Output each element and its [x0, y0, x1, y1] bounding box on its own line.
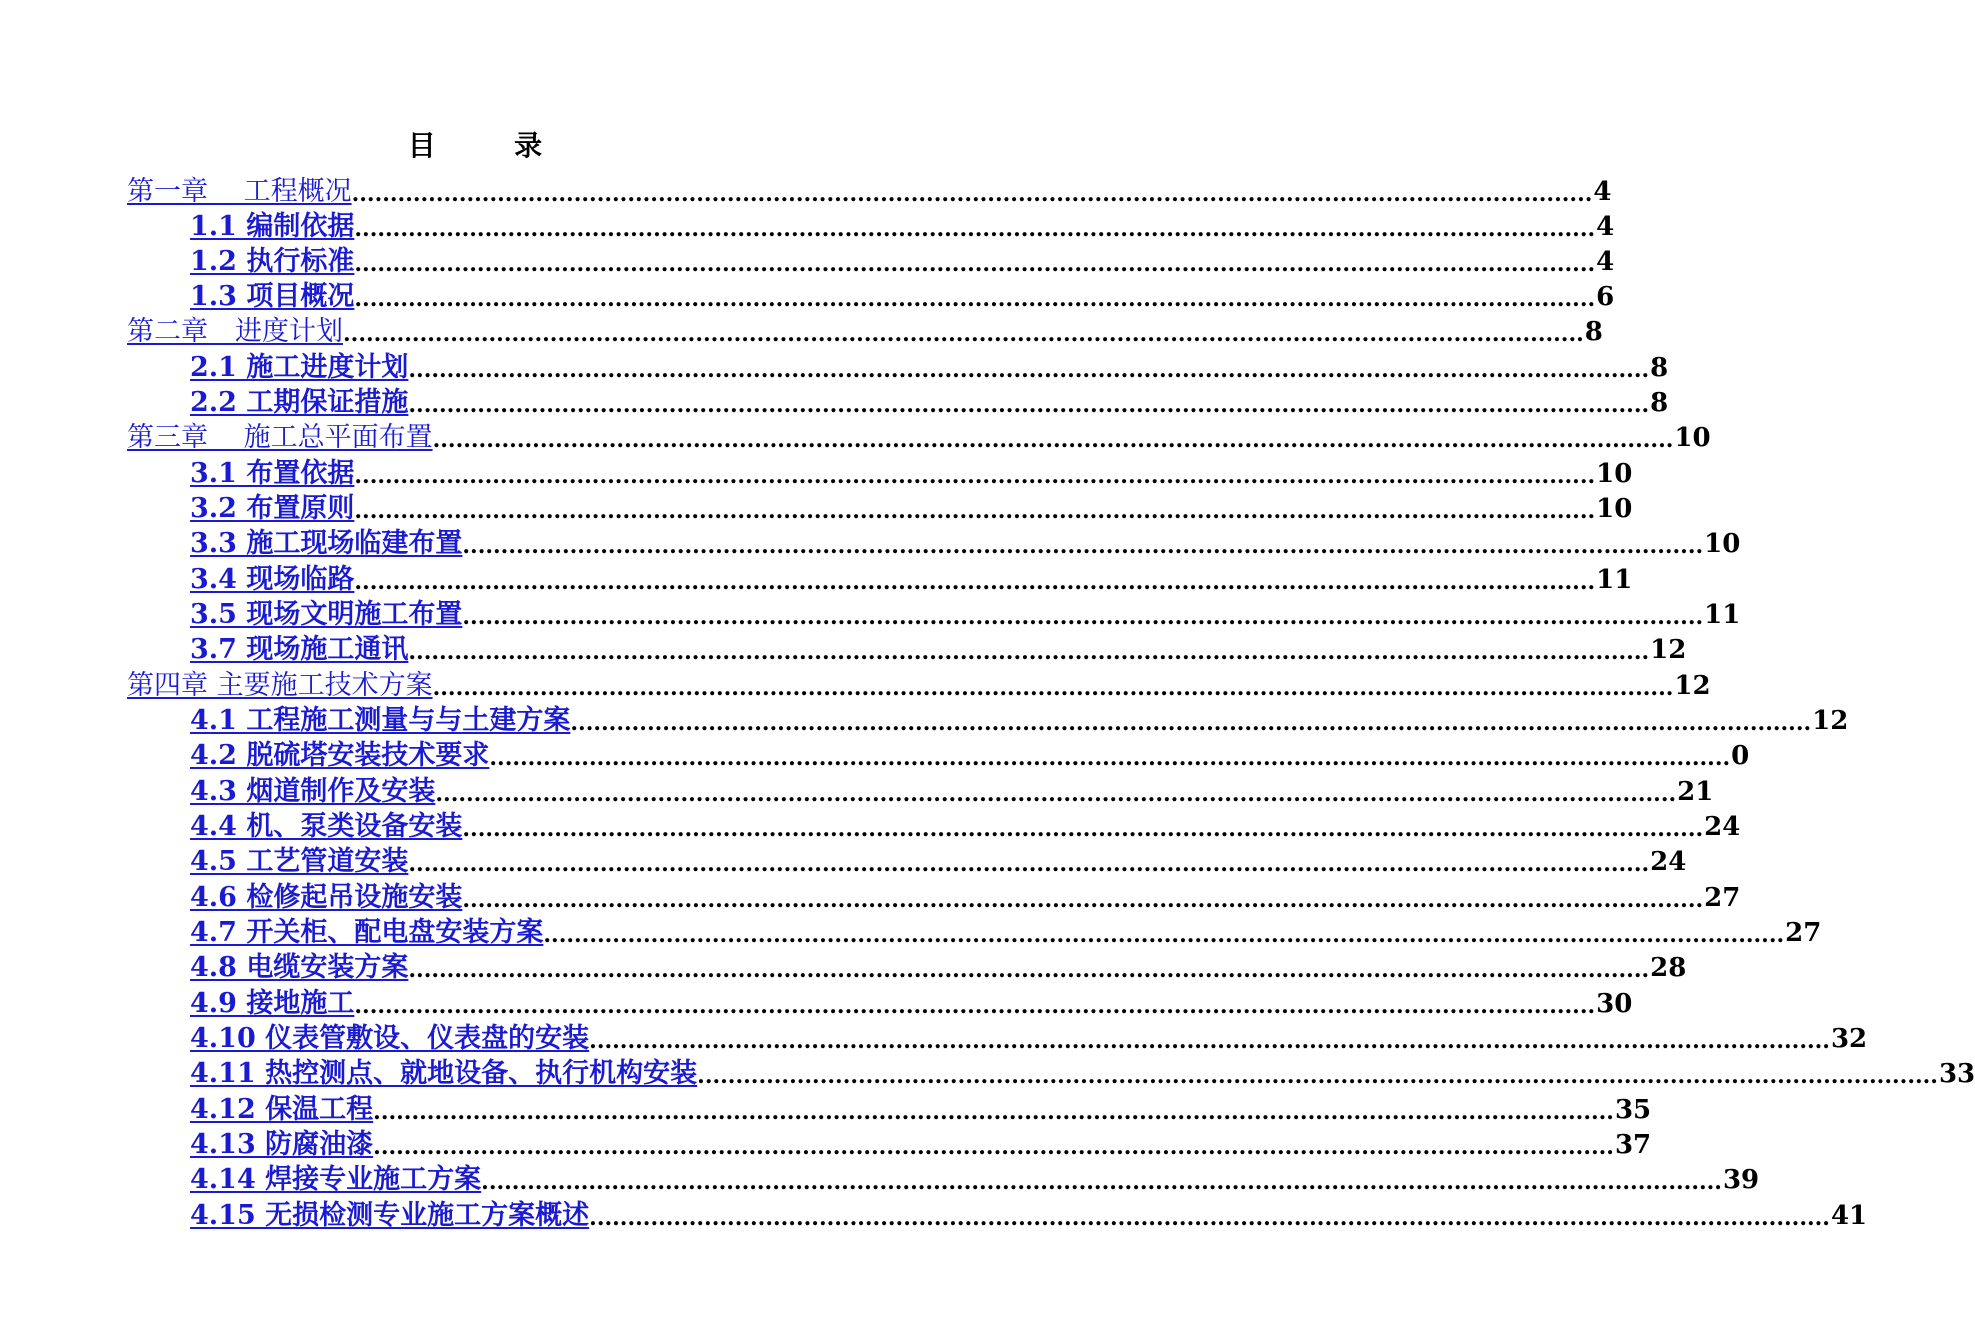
- toc-entry-link[interactable]: 3.3 施工现场临建布置: [190, 528, 463, 559]
- toc-entry[interactable]: [127, 174, 1612, 209]
- dot-leader: ..................................................................................................................................................................: [343, 321, 1584, 347]
- toc-entry-link[interactable]: 2.1 施工进度计划: [190, 352, 409, 383]
- toc-page-number: 8: [1650, 388, 1669, 418]
- dot-leader: ..................................................................................................................................................................: [543, 922, 1785, 948]
- toc-entry-link[interactable]: 1.3 项目概况: [190, 281, 355, 312]
- toc-entry-link[interactable]: 4.5 工艺管道安装: [190, 846, 409, 877]
- toc-entry-link[interactable]: 1.2 执行标准: [190, 246, 355, 277]
- toc-page-number: 11: [1596, 565, 1633, 595]
- toc-entry[interactable]: [190, 1021, 1868, 1056]
- dot-leader: ..................................................................................................................................................................: [570, 710, 1812, 736]
- toc-entry[interactable]: [190, 703, 1849, 738]
- toc-entry[interactable]: [190, 209, 1615, 244]
- toc-entry-link[interactable]: 第一章 工程概况: [127, 176, 352, 207]
- toc-page-number: 21: [1677, 777, 1714, 807]
- toc-entry[interactable]: [190, 809, 1741, 844]
- toc-entry-link[interactable]: 4.14 焊接专业施工方案: [190, 1164, 482, 1195]
- dot-leader: ..................................................................................................................................................................: [354, 569, 1596, 595]
- toc-page-number: 8: [1584, 317, 1603, 347]
- toc-page-number: 32: [1830, 1024, 1868, 1054]
- toc-entry[interactable]: [190, 279, 1615, 314]
- toc-page-number: 27: [1704, 883, 1741, 913]
- toc-entry[interactable]: [190, 562, 1633, 597]
- toc-entry[interactable]: [190, 597, 1741, 632]
- toc-entry-link[interactable]: 4.13 防腐油漆: [190, 1129, 374, 1160]
- toc-entry[interactable]: [190, 738, 1750, 773]
- toc-entry[interactable]: [127, 420, 1711, 455]
- toc-entry-link[interactable]: 第二章 进度计划: [127, 316, 343, 347]
- toc-page-number: 33: [1938, 1059, 1975, 1089]
- dot-leader: ..................................................................................................................................................................: [408, 639, 1650, 665]
- toc-page-number: 27: [1785, 918, 1822, 948]
- toc-page-number: 4: [1596, 247, 1615, 277]
- dot-leader: ..................................................................................................................................................................: [408, 851, 1650, 877]
- toc-entry-link[interactable]: 4.3 烟道制作及安装: [190, 776, 436, 807]
- toc-page-number: 6: [1596, 282, 1615, 312]
- toc-entry-link[interactable]: 3.5 现场文明施工布置: [190, 599, 463, 630]
- dot-leader: ..................................................................................................................................................................: [373, 1099, 1614, 1125]
- dot-leader: ..................................................................................................................................................................: [354, 993, 1596, 1019]
- toc-entry[interactable]: [190, 1056, 1975, 1091]
- toc-page-number: 24: [1650, 847, 1687, 877]
- toc-entry-link[interactable]: 1.1 编制依据: [190, 211, 355, 242]
- toc-page-number: 11: [1704, 600, 1741, 630]
- toc-entry[interactable]: [190, 986, 1633, 1021]
- toc-page-number: 39: [1722, 1165, 1760, 1195]
- toc-page-number: 30: [1596, 989, 1633, 1019]
- dot-leader: ..................................................................................................................................................................: [462, 816, 1704, 842]
- dot-leader: ..................................................................................................................................................................: [408, 957, 1650, 983]
- dot-leader: ..................................................................................................................................................................: [589, 1028, 1830, 1054]
- page-title: 目 录: [407, 129, 568, 162]
- toc-entry-link[interactable]: 第三章 施工总平面布置: [127, 422, 433, 453]
- toc-page-number: 12: [1650, 635, 1687, 665]
- toc-entry[interactable]: [190, 774, 1714, 809]
- toc-page-number: 4: [1596, 212, 1615, 242]
- toc-page-number: 0: [1731, 741, 1750, 771]
- toc-entry-link[interactable]: 3.7 现场施工通讯: [190, 634, 409, 665]
- toc-entry-link[interactable]: 4.2 脱硫塔安装技术要求: [190, 740, 490, 771]
- toc-page-number: 10: [1596, 494, 1633, 524]
- dot-leader: ..................................................................................................................................................................: [462, 604, 1704, 630]
- toc-entry[interactable]: [190, 915, 1822, 950]
- dot-leader: ..................................................................................................................................................................: [589, 1205, 1830, 1231]
- toc-page-number: 10: [1704, 529, 1741, 559]
- dot-leader: ..................................................................................................................................................................: [354, 286, 1596, 312]
- toc-entry-link[interactable]: 4.15 无损检测专业施工方案概述: [190, 1200, 590, 1231]
- toc-entry-link[interactable]: 3.2 布置原则: [190, 493, 355, 524]
- toc-page-number: 12: [1812, 706, 1849, 736]
- dot-leader: ..................................................................................................................................................................: [432, 427, 1674, 453]
- dot-leader: ..................................................................................................................................................................: [408, 357, 1650, 383]
- toc-entry[interactable]: [190, 1127, 1652, 1162]
- dot-leader: ..................................................................................................................................................................: [697, 1063, 1938, 1089]
- toc-entry[interactable]: [190, 385, 1669, 420]
- toc-page-number: 41: [1830, 1201, 1868, 1231]
- toc-entry[interactable]: [127, 314, 1603, 349]
- dot-leader: ..................................................................................................................................................................: [489, 745, 1731, 771]
- toc-entry-link[interactable]: 3.4 现场临路: [190, 564, 355, 595]
- toc-page-number: 8: [1650, 353, 1669, 383]
- dot-leader: ..................................................................................................................................................................: [354, 216, 1596, 242]
- dot-leader: ..................................................................................................................................................................: [435, 781, 1677, 807]
- toc-entry-link[interactable]: 第四章 主要施工技术方案: [127, 670, 433, 701]
- toc-entry[interactable]: [190, 1162, 1760, 1197]
- toc-entry[interactable]: [190, 880, 1741, 915]
- dot-leader: ..................................................................................................................................................................: [481, 1169, 1722, 1195]
- toc-entry[interactable]: [190, 244, 1615, 279]
- toc-entry-link[interactable]: 4.8 电缆安装方案: [190, 952, 409, 983]
- dot-leader: ..................................................................................................................................................................: [432, 675, 1674, 701]
- toc-entry-link[interactable]: 4.4 机、泵类设备安装: [190, 811, 463, 842]
- toc-entry-link[interactable]: 4.9 接地施工: [190, 988, 355, 1019]
- toc-page-number: 12: [1674, 671, 1711, 701]
- toc-entry[interactable]: [190, 632, 1687, 667]
- dot-leader: ..................................................................................................................................................................: [373, 1134, 1614, 1160]
- dot-leader: ..................................................................................................................................................................: [354, 498, 1596, 524]
- toc-entry[interactable]: [190, 456, 1633, 491]
- toc-entry-link[interactable]: 4.11 热控测点、就地设备、执行机构安装: [190, 1058, 698, 1089]
- toc-entry-link[interactable]: 2.2 工期保证措施: [190, 387, 409, 418]
- toc-entry-link[interactable]: 4.7 开关柜、配电盘安装方案: [190, 917, 544, 948]
- dot-leader: ..................................................................................................................................................................: [408, 392, 1650, 418]
- dot-leader: ..................................................................................................................................................................: [462, 887, 1704, 913]
- toc-entry-link[interactable]: 3.1 布置依据: [190, 458, 355, 489]
- toc-entry-link[interactable]: 4.12 保温工程: [190, 1094, 374, 1125]
- toc-entry[interactable]: [190, 950, 1687, 985]
- toc-entry[interactable]: [190, 844, 1687, 879]
- toc-page-number: 35: [1614, 1095, 1652, 1125]
- toc-entry[interactable]: [190, 350, 1669, 385]
- toc-entry-link[interactable]: 4.6 检修起吊设施安装: [190, 882, 463, 913]
- dot-leader: ..................................................................................................................................................................: [354, 251, 1596, 277]
- toc-entry[interactable]: [190, 1092, 1652, 1127]
- toc-page-number: 28: [1650, 953, 1687, 983]
- toc-page-number: 24: [1704, 812, 1741, 842]
- toc-entry-link[interactable]: 4.10 仪表管敷设、仪表盘的安装: [190, 1023, 590, 1054]
- toc-entry-link[interactable]: 4.1 工程施工测量与与土建方案: [190, 705, 571, 736]
- toc-page-number: 10: [1674, 423, 1711, 453]
- toc-entry[interactable]: [190, 1198, 1868, 1233]
- dot-leader: ..................................................................................................................................................................: [354, 463, 1596, 489]
- toc-page-number: 4: [1593, 177, 1612, 207]
- dot-leader: ..................................................................................................................................................................: [351, 181, 1593, 207]
- toc-page-number: 37: [1614, 1130, 1652, 1160]
- toc-page-number: 10: [1596, 459, 1633, 489]
- toc-entry[interactable]: [127, 668, 1711, 703]
- toc-entry[interactable]: [190, 526, 1741, 561]
- toc-entry[interactable]: [190, 491, 1633, 526]
- dot-leader: ..................................................................................................................................................................: [462, 533, 1704, 559]
